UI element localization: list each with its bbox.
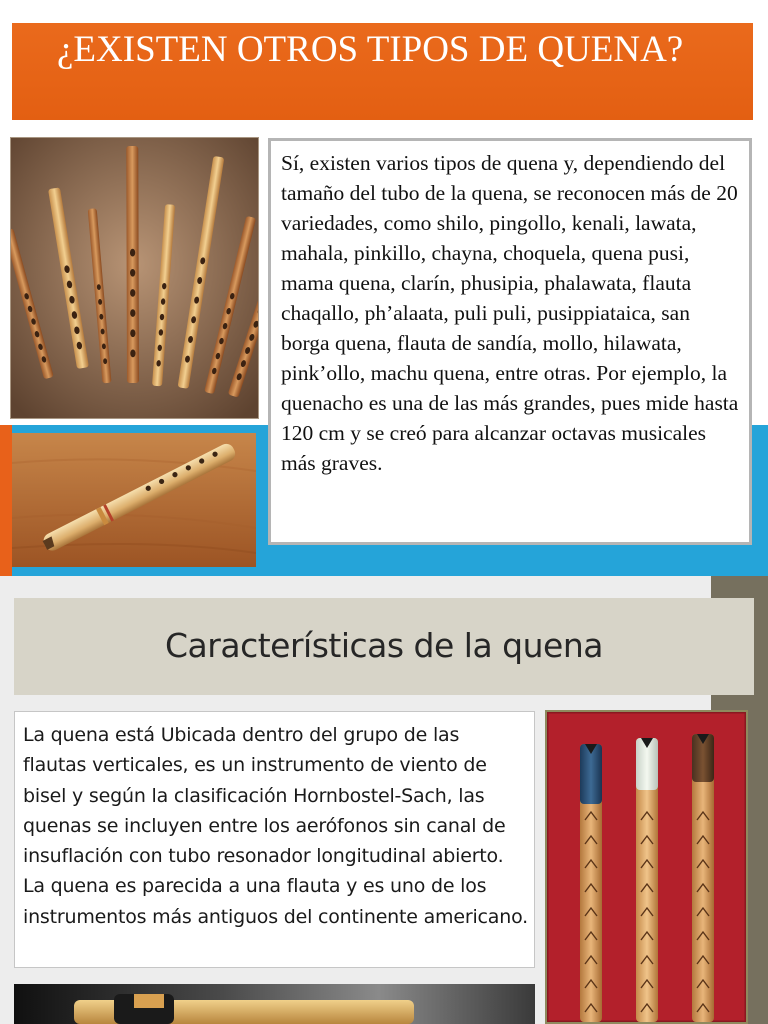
slide-heading: Características de la quena	[165, 626, 603, 665]
quenas-fan-photo	[10, 137, 259, 419]
characteristics-paragraph: La quena está Ubicada dentro del grupo de las flautas verticales, es un instrumento de viento de bisel y según la clasificación Hornbostel-Sach, las quenas se incluyen entre los aerófonos sin canal de insuflación con tubo resonador longitudinal abierto. La quena es parecida a una flauta y es uno de los instrumentos más antiguos del continente americano.	[23, 724, 528, 928]
quena-flute	[126, 146, 139, 383]
slide-title: ¿EXISTEN OTROS TIPOS DE QUENA?	[57, 29, 684, 70]
heading-bar	[14, 598, 754, 695]
title-bar	[12, 23, 753, 120]
quena-on-table-photo	[12, 433, 256, 567]
types-text-box	[268, 138, 752, 545]
quena-closeup-photo	[14, 984, 535, 1024]
orange-accent	[0, 425, 12, 576]
types-paragraph: Sí, existen varios tipos de quena y, dependiendo del tamaño del tubo de la quena, se reconocen más de 20 variedades, como shilo, pingollo, kenali, lawata, mahala, pinkillo, chayna, choquela, quena pusi, mama quena, clarín, phusipia, phalawata, flauta chaqallo, ph’alaata, puli puli, pusippiataica, san borga quena, flauta de sandía, mollo, hilawata, pink’ollo, machu quena, entre otras. Por ejemplo, la quenacho es una de las más grandes, pues mide hasta 120 cm y se creó para alcanzar octavas musicales más graves.	[281, 151, 739, 475]
characteristics-text-box	[14, 711, 535, 968]
slide-2	[0, 576, 768, 1024]
three-quenas-photo	[545, 710, 748, 1024]
